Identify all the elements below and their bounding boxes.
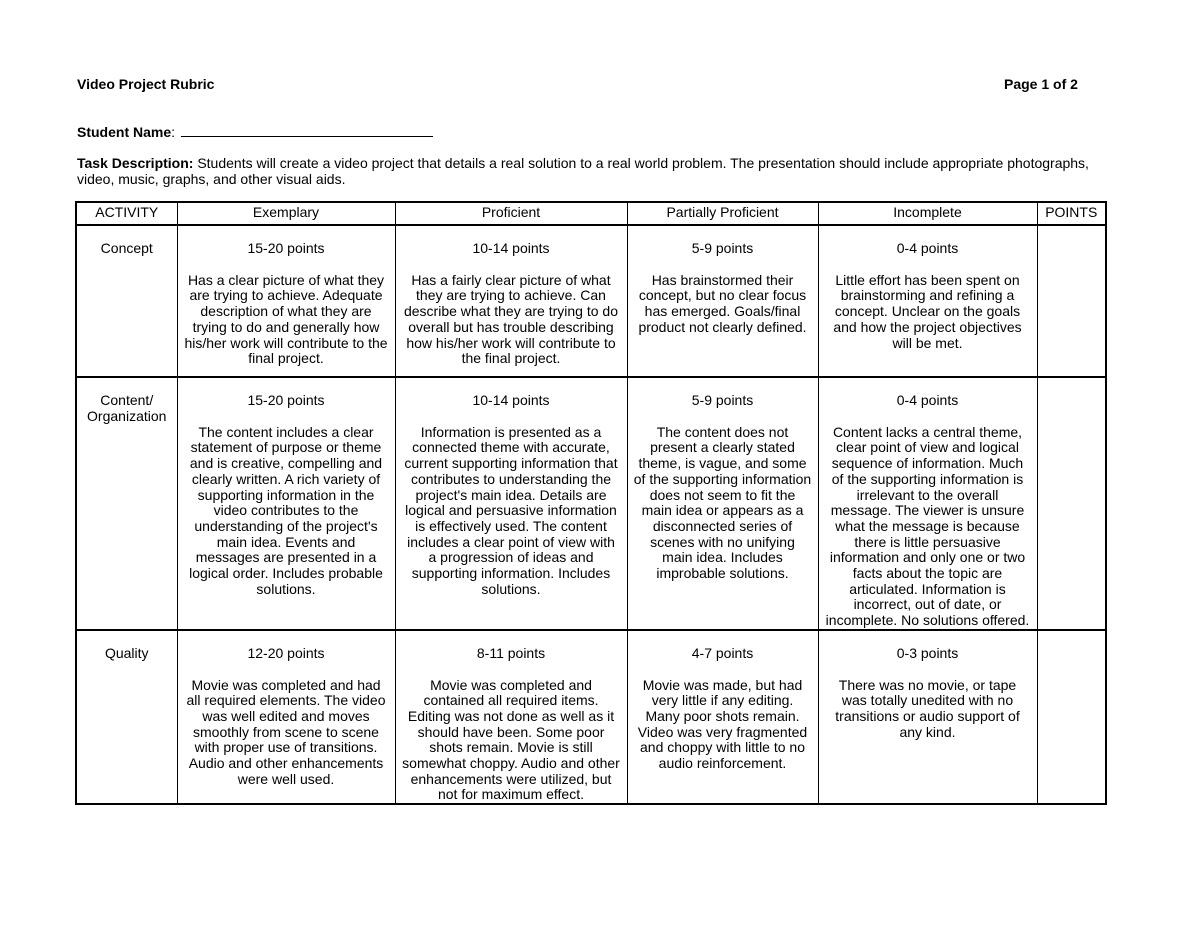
points-range: 10-14 points (472, 392, 550, 408)
activity-cell (76, 630, 177, 804)
criteria-description: Content lacks a central theme, clear point of view and logical sequence of information. Much of the supporting information is irrelevant to the overall message. The viewer is unsure what the message is because there is little persuasive information and only one or two facts about the topic are articulated. Information is incorrect, out of date, or incomplete. No solutions offered. (825, 423, 1030, 629)
rubric-table (75, 201, 1107, 805)
header-exemplary: Exemplary (177, 202, 395, 225)
document-title: Video Project Rubric (77, 76, 215, 92)
header-proficient: Proficient (395, 202, 627, 225)
activity-label: Concept (100, 240, 153, 256)
criteria-cell-incomplete (818, 225, 1037, 377)
criteria-cell-proficient (395, 630, 627, 804)
points-entry-cell[interactable] (1037, 225, 1106, 377)
rubric-row-concept (76, 225, 1106, 377)
points-range: 0-3 points (896, 644, 959, 661)
points-range: 12-20 points (247, 644, 325, 661)
criteria-cell-incomplete (818, 377, 1037, 630)
criteria-cell-exemplary (177, 377, 395, 630)
criteria-cell-partially-proficient (627, 377, 818, 630)
rubric-row-content-organization (76, 377, 1106, 630)
criteria-cell-partially-proficient (627, 630, 818, 804)
page-number: Page 1 of 2 (1004, 76, 1078, 92)
student-name-field (77, 123, 433, 140)
criteria-cell-proficient (395, 225, 627, 377)
criteria-description: There was no movie, or tape was totally unedited with no transitions or audio support of any kind. (835, 676, 1020, 740)
points-range: 10-14 points (472, 240, 550, 256)
criteria-description: Has brainstormed their concept, but no clear focus has emerged. Goals/final product not clearly defined. (638, 271, 807, 335)
criteria-description: Information is presented as a connected theme with accurate, current supporting information that contributes to understanding the project's main idea. Details are logical and persuasive information is effectively used. The content includes a clear point of view with a progression of ideas and supporting information. Includes solutions. (404, 423, 618, 597)
criteria-description: Little effort has been spent on brainstorming and refining a concept. Unclear on the goals and how the project objectives will be met. (833, 271, 1022, 351)
criteria-cell-exemplary (177, 225, 395, 377)
activity-cell (76, 225, 177, 377)
points-range: 4-7 points (691, 644, 754, 661)
header-partially-proficient: Partially Proficient (627, 202, 818, 225)
criteria-description: Movie was completed and contained all required items. Editing was not done as well as it should have been. Some poor shots remain. Movie is still somewhat choppy. Audio and other enhancements were utilized, but not for maximum effect. (402, 676, 620, 803)
activity-label: Quality (104, 644, 149, 661)
criteria-description: Movie was completed and had all required elements. The video was well edited and moves smoothly from scene to scene with proper use of transitions. Audio and other enhancements were well used. (186, 676, 386, 787)
activity-cell (76, 377, 177, 630)
header-points: POINTS (1037, 202, 1106, 225)
rubric-row-quality (76, 630, 1106, 804)
student-name-label: Student Name (77, 124, 172, 140)
points-range: 0-4 points (896, 392, 959, 408)
student-name-blank-line (181, 123, 433, 137)
points-entry-cell[interactable] (1037, 630, 1106, 804)
points-range: 15-20 points (247, 240, 325, 256)
criteria-description: Movie was made, but had very little if any editing. Many poor shots remain. Video was very fragmented and choppy with little to no audio reinforcement. (637, 676, 808, 772)
points-range: 5-9 points (691, 240, 754, 256)
criteria-description: The content includes a clear statement of purpose or theme and is creative, compelling and clearly written. A rich variety of supporting information in the video contributes to the understanding of the project's main idea. Events and messages are presented in a logical order. Includes probable solutions. (189, 423, 383, 597)
points-range: 8-11 points (476, 644, 546, 661)
criteria-cell-incomplete (818, 630, 1037, 804)
criteria-cell-proficient (395, 377, 627, 630)
points-range: 0-4 points (896, 240, 959, 256)
points-entry-cell[interactable] (1037, 377, 1106, 630)
criteria-cell-partially-proficient (627, 225, 818, 377)
header-activity: ACTIVITY (76, 202, 177, 225)
task-description (77, 155, 1117, 187)
activity-label-line2: Organization (87, 407, 167, 424)
task-description-label: Task Description: (77, 155, 194, 171)
criteria-description: Has a fairly clear picture of what they are trying to achieve. Can describe what they are trying to do overall but has trouble describing how his/her work will contribute to the final project. (403, 271, 618, 367)
header-incomplete: Incomplete (818, 202, 1037, 225)
criteria-cell-exemplary (177, 630, 395, 804)
points-range: 5-9 points (691, 392, 754, 408)
student-name-colon: : (171, 124, 176, 140)
points-range: 15-20 points (247, 392, 325, 408)
activity-label: Content/ (100, 392, 154, 408)
criteria-description: The content does not present a clearly stated theme, is vague, and some of the supporting information does not seem to fit the main idea or appears as a disconnected series of scenes with no unifying main idea. Includes improbable solutions. (633, 423, 812, 582)
criteria-description: Has a clear picture of what they are trying to achieve. Adequate description of what they are trying to do and generally how his/her work will contribute to the final project. (184, 271, 388, 367)
rubric-header-row (76, 202, 1106, 225)
task-description-text: Students will create a video project that details a real solution to a real world problem. The presentation should include appropriate photographs, video, music, graphs, and other visual aids. (77, 155, 1089, 187)
